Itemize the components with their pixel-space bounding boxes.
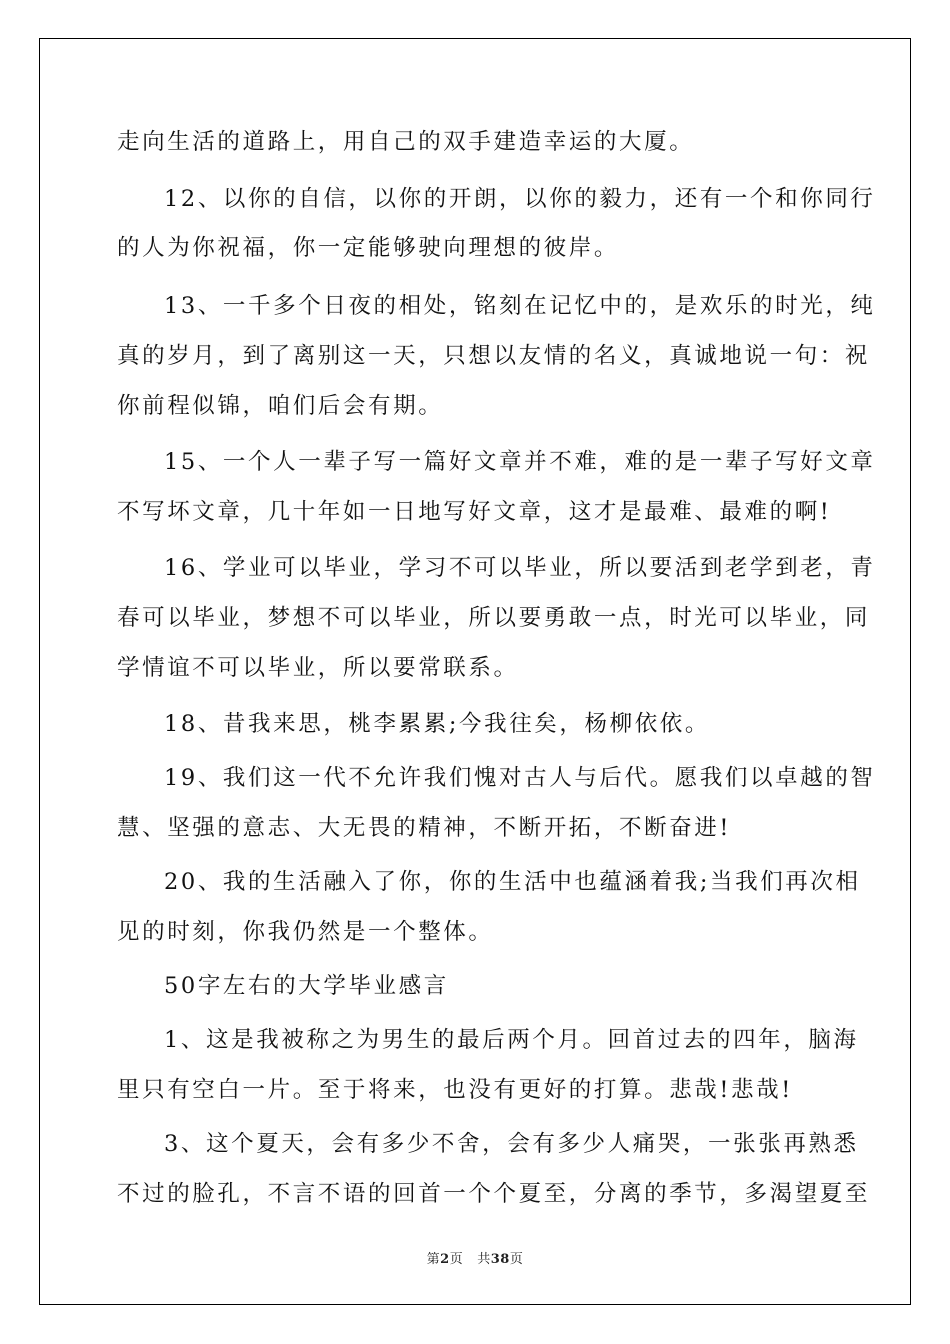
section-heading: 50字左右的大学毕业感言: [164, 973, 449, 999]
text-line: 不写坏文章，几十年如一日地写好文章，这才是最难、最难的啊!: [117, 499, 832, 525]
text-line: 你前程似锦，咱们后会有期。: [117, 393, 444, 419]
text-line: 慧、坚强的意志、大无畏的精神，不断开拓，不断奋进!: [117, 815, 732, 841]
text-line: 学情谊不可以毕业，所以要常联系。: [117, 655, 519, 681]
page-number: 2: [440, 1252, 450, 1267]
page-footer: [0, 1248, 950, 1267]
text-line: 的人为你祝福，你一定能够驶向理想的彼岸。: [117, 235, 620, 261]
text-line: 里只有空白一片。至于将来，也没有更好的打算。悲哉!悲哉!: [117, 1077, 793, 1103]
text-line: 走向生活的道路上，用自己的双手建造幸运的大厦。: [117, 129, 695, 155]
text-line: 真的岁月，到了离别这一天，只想以友情的名义，真诚地说一句：祝: [117, 343, 871, 369]
total-suffix: 页: [509, 1252, 524, 1267]
text-line: 18、昔我来思，桃李累累;今我往矣，杨柳依依。: [164, 711, 711, 737]
text-line: 不过的脸孔，不言不语的回首一个个夏至，分离的季节，多渴望夏至: [117, 1181, 871, 1207]
total-pages: 38: [490, 1252, 510, 1267]
total-prefix: 共: [477, 1252, 491, 1267]
text-line: 16、学业可以毕业，学习不可以毕业，所以要活到老学到老，青: [164, 555, 876, 581]
text-line: 15、一个人一辈子写一篇好文章并不难，难的是一辈子写好文章: [164, 449, 876, 475]
text-line: 20、我的生活融入了你，你的生活中也蕴涵着我;当我们再次相: [164, 869, 861, 895]
page-suffix: 页: [449, 1252, 464, 1267]
text-line: 19、我们这一代不允许我们愧对古人与后代。愿我们以卓越的智: [164, 765, 876, 791]
text-line: 3、这个夏天，会有多少不舍，会有多少人痛哭，一张张再熟悉: [164, 1131, 859, 1157]
text-line: 见的时刻，你我仍然是一个整体。: [117, 919, 494, 945]
text-line: 1、这是我被称之为男生的最后两个月。回首过去的四年，脑海: [164, 1027, 859, 1053]
text-line: 13、一千多个日夜的相处，铭刻在记忆中的，是欢乐的时光，纯: [164, 293, 876, 319]
page-prefix: 第: [426, 1252, 441, 1267]
text-line: 12、以你的自信，以你的开朗，以你的毅力，还有一个和你同行: [164, 186, 876, 212]
text-line: 春可以毕业，梦想不可以毕业，所以要勇敢一点，时光可以毕业，同: [117, 605, 871, 631]
